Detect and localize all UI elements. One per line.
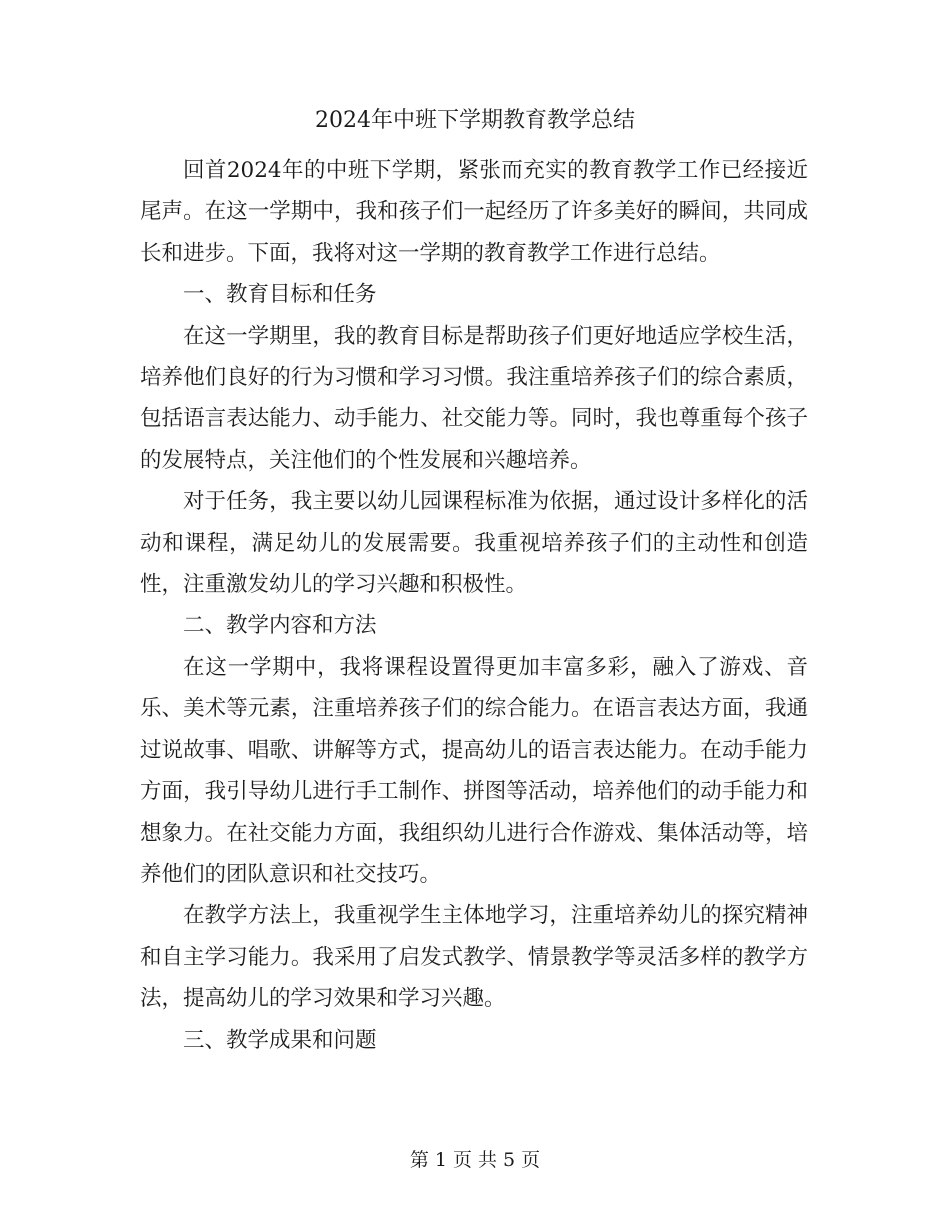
section-heading-goals: 一、教育目标和任务 [183,282,377,308]
paragraph-tasks: 对于任务，我主要以幼儿园课程标准为依据，通过设计多样化的活动和课程，满足幼儿的发展需要。我重视培养孩子们的主动性和创造性，注重激发幼儿的学习兴趣和积极性。 [140,489,808,598]
page-number-footer [0,1146,950,1174]
paragraph-intro: 回首2024年的中班下学期，紧张而充实的教育教学工作已经接近尾声。在这一学期中，我和孩子们一起经历了许多美好的瞬间，共同成长和进步。下面，我将对这一学期的教育教学工作进行总结。 [140,158,808,266]
paragraph-methods: 在教学方法上，我重视学生主体地学习，注重培养幼儿的探究精神和自主学习能力。我采用了启发式教学、情景教学等灵活多样的教学方法，提高幼儿的学习效果和学习兴趣。 [140,903,808,1012]
paragraph-goals: 在这一学期里，我的教育目标是帮助孩子们更好地适应学校生活，培养他们良好的行为习惯和学习习惯。我注重培养孩子们的综合素质，包括语言表达能力、动手能力、社交能力等。同时，我也尊重每个孩子的发展特点，关注他们的个性发展和兴趣培养。 [140,323,808,473]
document-body [140,150,808,1061]
paragraph-content: 在这一学期中，我将课程设置得更加丰富多彩，融入了游戏、音乐、美术等元素，注重培养孩子们的综合能力。在语言表达方面，我通过说故事、唱歌、讲解等方式，提高幼儿的语言表达能力。在动手能力方面，我引导幼儿进行手工制作、拼图等活动，培养他们的动手能力和想象力。在社交能力方面，我组织幼儿进行合作游戏、集体活动等，培养他们的团队意识和社交技巧。 [140,654,808,887]
document-title: 2024年中班下学期教育教学总结 [315,108,635,133]
section-heading-results: 三、教学成果和问题 [183,1027,377,1053]
page-number-label: 第 1 页 共 5 页 [409,1149,541,1171]
section-heading-content: 二、教学内容和方法 [183,613,377,639]
